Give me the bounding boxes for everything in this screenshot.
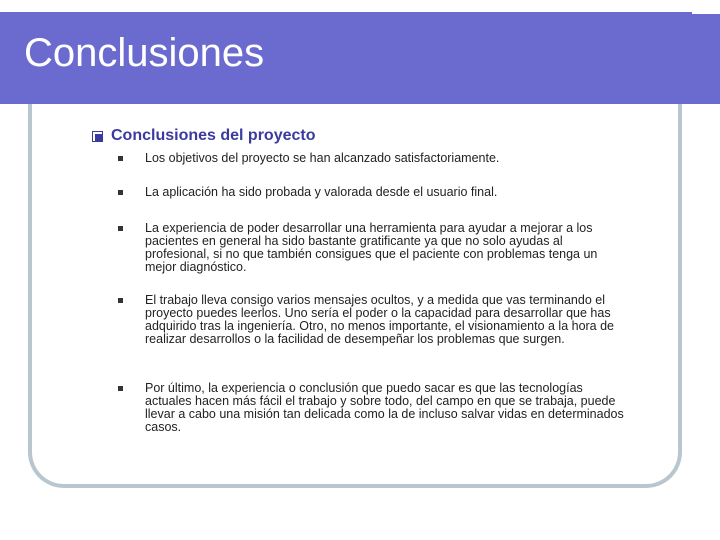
- list-item: [118, 222, 630, 274]
- list-item-text: El trabajo lleva consigo varios mensajes ocultos, y a medida que vas terminando el proyecto puedes leerlos. Uno sería el poder o la capacidad para desarrollar que has adquirido tras la ingeniería. Otro, no menos importante, el visionamiento a la hora de realizar desarrollos o la facilidad de desempeñar los problemas que surgen.: [145, 293, 615, 346]
- small-square-bullet-icon: [118, 226, 123, 231]
- section-heading-text: Conclusiones del proyecto: [111, 127, 316, 144]
- list-item: [118, 382, 630, 434]
- square-bullet-icon: [92, 131, 103, 142]
- small-square-bullet-icon: [118, 298, 123, 303]
- list-item-text: La aplicación ha sido probada y valorada desde el usuario final.: [145, 185, 498, 199]
- small-square-bullet-icon: [118, 156, 123, 161]
- list-item-text: La experiencia de poder desarrollar una herramienta para ayudar a mejorar a los pacientes en general ha sido bastante gratificante ya que no solo ayudas al profesional, si no que también consigues que el paciente con problemas tenga un mejor diagnóstico.: [145, 221, 598, 274]
- title-bar-notch: [692, 12, 720, 14]
- slide-title: Conclusiones: [24, 31, 265, 75]
- section-heading: [92, 127, 315, 145]
- list-item: [118, 294, 630, 346]
- list-item-text: Los objetivos del proyecto se han alcanzado satisfactoriamente.: [145, 151, 500, 165]
- list-item: [118, 152, 630, 165]
- list-item: [118, 186, 630, 199]
- small-square-bullet-icon: [118, 190, 123, 195]
- list-item-text: Por último, la experiencia o conclusión que puedo sacar es que las tecnologías actuales hacen más fácil el trabajo y sobre todo, del campo en que se trabaja, puede llevar a cabo una misión tan delicada como la de incluso salvar vidas en determinados casos.: [145, 381, 624, 434]
- small-square-bullet-icon: [118, 386, 123, 391]
